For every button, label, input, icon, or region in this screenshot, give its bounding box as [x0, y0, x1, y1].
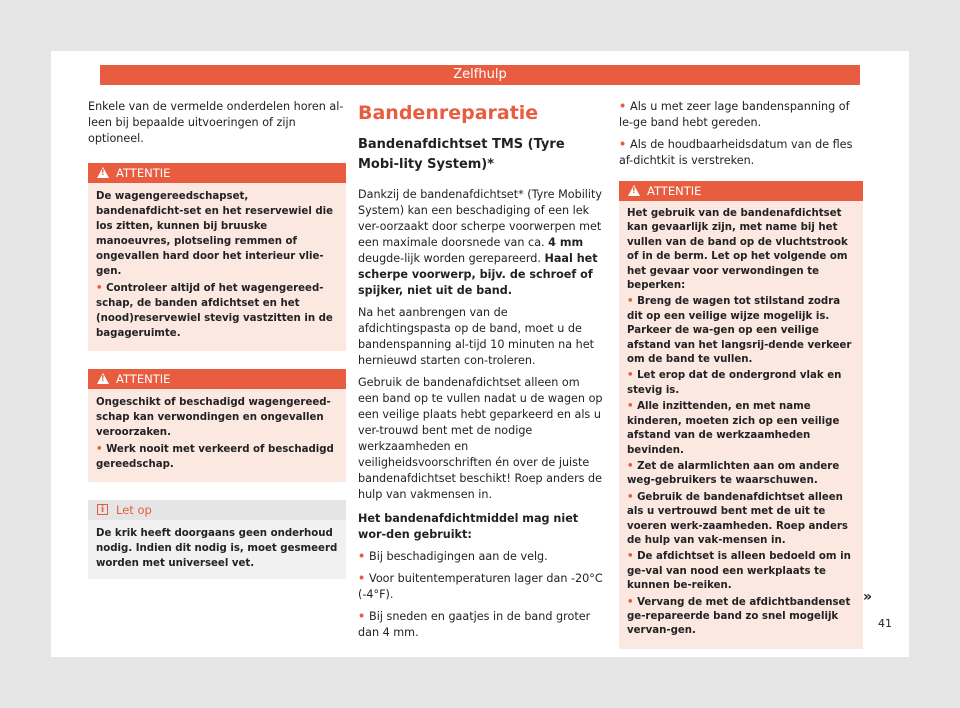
warning-bullet	[96, 281, 338, 341]
warning-bullet	[627, 400, 855, 458]
bullet-icon: •	[619, 100, 631, 113]
subheading: Het bandenafdichtmiddel mag niet wor-den gebruikt:	[358, 512, 579, 541]
list-item-text: Als u met zeer lage bandenspanning of le-ge band hebt gereden.	[619, 100, 850, 129]
warning-header	[88, 369, 346, 389]
bullet-icon: •	[627, 596, 638, 608]
warning-line: De wagengereedschapset, bandenafdicht-set en het reservewiel die los zitten, kunnen bij bruuske manoeuvres, plotseling remmen of ongevallen hard door het interieur vlie-gen.	[96, 191, 334, 277]
column-middle	[358, 99, 603, 647]
section-subtitle: Bandenafdichtset TMS (Tyre Mobi-lity System)*	[358, 137, 565, 172]
list-item	[619, 137, 863, 169]
paragraph-3: Gebruik de bandenafdichtset alleen om een band op te vullen nadat u de wagen op een veilige plaats hebt geparkeerd en als u ver-trouwd bent met de nodige werkzaamheden en veiligheidsvoorschriften én over de juiste bandenafdichtset beschikt! Roep anders de hulp van vakmensen in.	[358, 376, 603, 501]
tip-header	[88, 500, 346, 520]
bullet-icon: •	[619, 138, 631, 151]
bullet-icon: •	[627, 460, 638, 472]
bullet-icon: •	[627, 491, 638, 503]
warning-body	[88, 389, 346, 482]
bullet-icon: •	[358, 550, 370, 563]
list-item-text: Bij sneden en gaatjes in de band groter dan 4 mm.	[358, 610, 591, 639]
warning-bullet	[627, 550, 855, 593]
info-icon: i	[97, 504, 108, 515]
warning-body	[88, 183, 346, 351]
bullet-icon: •	[627, 370, 638, 382]
list-item-text: Als de houdbaarheidsdatum van de fles af-dichtkit is verstreken.	[619, 138, 853, 167]
warning-bullet	[627, 295, 855, 367]
list-item-text: Bij beschadigingen aan de velg.	[369, 550, 548, 563]
list-item-text: Voor buitentemperaturen lager dan -20°C (-4°F).	[358, 572, 603, 601]
paragraph-1	[358, 187, 603, 299]
page-number: 41	[878, 617, 892, 630]
bullet-icon: •	[96, 444, 107, 455]
warning-bullet-text: Vervang de met de afdichtbandenset ge-repareerde band zo snel mogelijk vervan-gen.	[627, 596, 851, 637]
warning-bullet	[96, 442, 338, 472]
warning-title: ATTENTIE	[116, 372, 171, 386]
warning-box-2	[88, 369, 346, 482]
paragraph-text: deugde-lijk worden gerepareerd.	[358, 252, 545, 265]
warning-bullet-text: Controleer altijd of het wagengereed-schap, de banden afdichtset en het (nood)reservewiel stevig vastzitten in de bagageruimte.	[96, 283, 333, 339]
bullet-icon: •	[627, 551, 638, 563]
bullet-icon: •	[96, 283, 107, 294]
warning-body	[619, 201, 863, 649]
bullet-icon: •	[627, 401, 638, 413]
warning-bullet-text: Breng de wagen tot stilstand zodra dit op een veilige wijze mogelijk is. Parkeer de wa-gen op een veilige afstand van het langsrij-dende verkeer om de band te vullen.	[627, 296, 852, 366]
warning-triangle-icon	[97, 373, 109, 384]
continue-icon: »	[863, 589, 873, 605]
tip-title: Let op	[116, 503, 152, 517]
list-item	[358, 609, 603, 641]
warning-bullet-text: De afdichtset is alleen bedoeld om in ge-val van nood een werkplaats te kunnen be-reiken.	[627, 551, 851, 592]
warning-bullet-text: Let erop dat de ondergrond vlak en stevig is.	[627, 370, 842, 396]
warning-triangle-icon	[628, 185, 640, 196]
list-item	[358, 549, 603, 565]
warning-bullet	[627, 369, 855, 398]
column-right	[619, 99, 863, 667]
bullet-icon: •	[358, 610, 370, 623]
warning-bullet-text: Werk nooit met verkeerd of beschadigd gereedschap.	[96, 444, 334, 470]
warning-header	[619, 181, 863, 201]
page-title: Bandenreparatie	[358, 102, 539, 124]
warning-bullet	[627, 596, 855, 639]
warning-bullet-text: Alle inzittenden, en met name kinderen, moeten zich op een veilige afstand van de werkzaamheden bevinden.	[627, 401, 840, 456]
warning-line: Het gebruik van de bandenafdichtset kan gevaarlijk zijn, met name bij het vullen van de band op de vluchtstrook of in de berm. Let op het volgende om het gevaar voor verwondingen te beperken:	[627, 208, 848, 292]
section-header: Zelfhulp	[100, 65, 860, 85]
warning-title: ATTENTIE	[647, 184, 702, 198]
paragraph-bold: Haal het scherpe voorwerp, bijv. de schroef of spijker, niet uit de band.	[358, 252, 598, 297]
warning-title: ATTENTIE	[116, 166, 171, 180]
warning-header	[88, 163, 346, 183]
tip-text: De krik heeft doorgaans geen onderhoud nodig. Indien dit nodig is, moet gesmeerd worden met universeel vet.	[96, 528, 338, 569]
warning-bullet-text: Zet de alarmlichten aan om andere weg-gebruikers te waarschuwen.	[627, 460, 840, 487]
warning-triangle-icon	[97, 167, 109, 178]
list-item	[619, 99, 863, 131]
warning-bullet-text: Gebruik de bandenafdichtset alleen als u vertrouwd bent met de uit te voeren werk-zaamheden. Roep anders de hulp van vak-mensen in.	[627, 491, 848, 546]
list-item	[358, 571, 603, 603]
warning-box-3	[619, 181, 863, 649]
column-left	[88, 99, 346, 579]
warning-line: Ongeschikt of beschadigd wagengereed-schap kan verwondingen en ongevallen veroorzaken.	[96, 397, 331, 438]
bullet-icon: •	[358, 572, 370, 585]
paragraph-text: Dankzij de bandenafdichtset* (Tyre Mobility System) kan een beschadiging of een lek ver-oorzaakt door scherpe voorwerpen met een maximale doorsnede van ca.	[358, 188, 603, 249]
warning-bullet	[627, 491, 855, 549]
intro-text: Enkele van de vermelde onderdelen horen al-leen bij bepaalde uitvoeringen of zijn optioneel.	[88, 100, 344, 145]
warning-box-1	[88, 163, 346, 351]
warning-bullet	[627, 460, 855, 489]
paragraph-2: Na het aanbrengen van de afdichtingspasta op de band, moet u de bandenspanning al-tijd 10 minuten na het hernieuwd starten con-troleren.	[358, 306, 594, 367]
paragraph-bold: 4 mm	[548, 236, 584, 249]
tip-box	[88, 500, 346, 579]
bullet-icon: •	[627, 296, 638, 308]
